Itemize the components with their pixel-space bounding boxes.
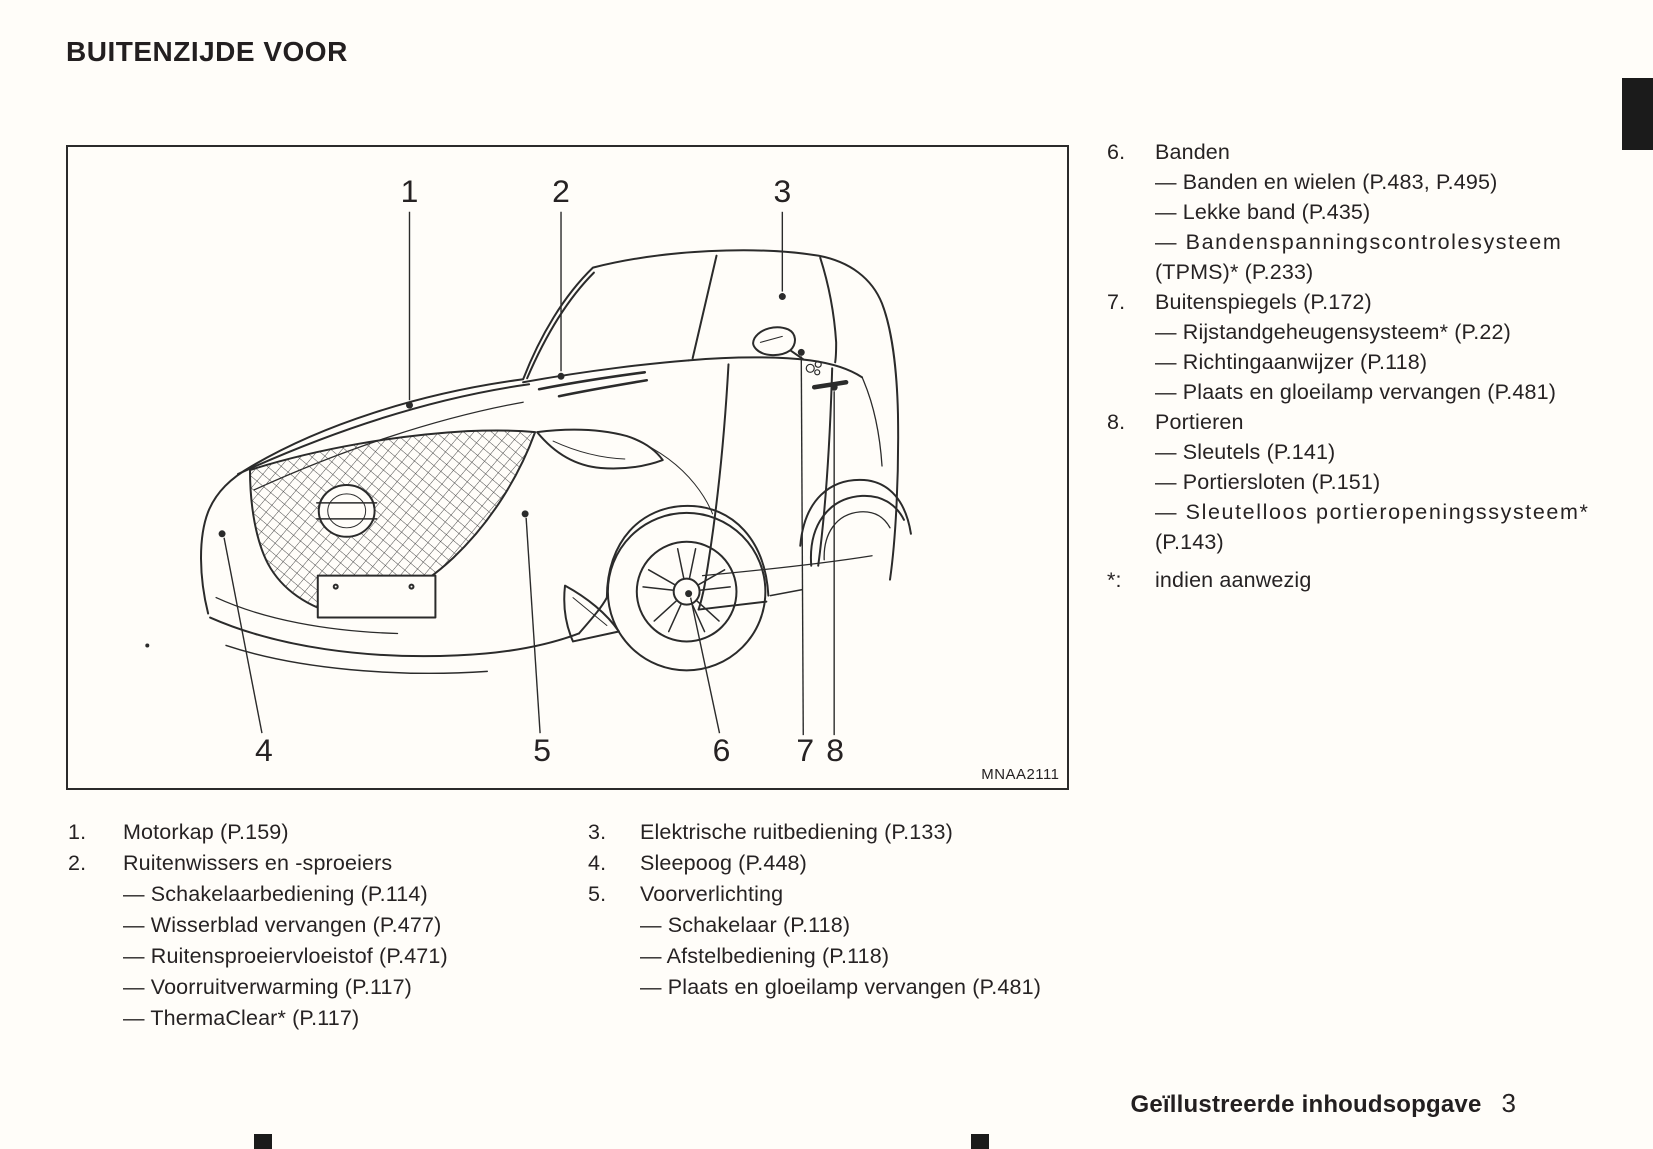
item-text: Portieren xyxy=(1155,410,1244,434)
list-row xyxy=(1107,410,1627,440)
stray-dot xyxy=(145,643,149,647)
item-number: 4. xyxy=(588,851,607,875)
item-text: (P.143) xyxy=(1155,530,1224,554)
figure-box xyxy=(66,145,1069,790)
item-text: — Ruitensproeiervloeistof (P.471) xyxy=(123,944,448,968)
item-text: — Banden en wielen (P.483, P.495) xyxy=(1155,170,1498,194)
item-text: — Lekke band (P.435) xyxy=(1155,200,1371,224)
svg-text:4: 4 xyxy=(255,732,273,769)
callout-4 xyxy=(219,530,273,768)
item-text: Elektrische ruitbediening (P.133) xyxy=(640,820,953,844)
list-row xyxy=(68,913,568,944)
item-text: — ThermaClear* (P.117) xyxy=(123,1006,360,1030)
item-number: 6. xyxy=(1107,140,1126,164)
list-row xyxy=(68,1006,568,1037)
item-text: Voorverlichting xyxy=(640,882,784,906)
item-number: 5. xyxy=(588,882,607,906)
callout-1 xyxy=(401,173,419,409)
list-row xyxy=(1107,380,1627,410)
list-row xyxy=(68,851,568,882)
parts-list-bottom-left xyxy=(68,820,568,1037)
list-row xyxy=(1107,140,1627,170)
callout-5 xyxy=(522,510,551,768)
rear-wheel xyxy=(800,480,911,566)
item-text: — Richtingaanwijzer (P.118) xyxy=(1155,350,1428,374)
list-row xyxy=(68,975,568,1006)
item-number: 3. xyxy=(588,820,607,844)
item-text: (TPMS)* (P.233) xyxy=(1155,260,1314,284)
list-row xyxy=(1107,320,1627,350)
item-text: — Bandenspanningscontrolesysteem xyxy=(1155,230,1563,254)
headlight xyxy=(537,430,712,514)
page-title: BUITENZIJDE VOOR xyxy=(66,36,348,67)
item-text: — Voorruitverwarming (P.117) xyxy=(123,975,412,999)
item-text: — Portiersloten (P.151) xyxy=(1155,470,1381,494)
car-illustration xyxy=(68,147,1067,788)
item-text: — Plaats en gloeilamp vervangen (P.481) xyxy=(1155,380,1557,404)
svg-text:2: 2 xyxy=(552,172,570,209)
list-row xyxy=(1107,500,1627,530)
side-mirror xyxy=(753,327,803,359)
parts-list-bottom-middle xyxy=(588,820,1088,1006)
item-number: 7. xyxy=(1107,290,1126,314)
list-row xyxy=(588,882,1088,913)
item-text: — Wisserblad vervangen (P.477) xyxy=(123,913,442,937)
svg-text:6: 6 xyxy=(712,732,731,769)
callout-3 xyxy=(773,173,791,300)
list-row xyxy=(1107,290,1627,320)
binding-mark xyxy=(254,1134,272,1149)
item-text: — Schakelaar (P.118) xyxy=(640,913,851,937)
list-row xyxy=(1107,200,1627,230)
item-text: — Afstelbediening (P.118) xyxy=(640,944,890,968)
item-text: — Schakelaarbediening (P.114) xyxy=(123,882,428,906)
svg-text:3: 3 xyxy=(773,172,792,209)
list-row xyxy=(588,913,1088,944)
svg-text:1: 1 xyxy=(400,172,419,209)
item-text: — Sleutels (P.141) xyxy=(1155,440,1336,464)
item-number: 1. xyxy=(68,820,87,844)
item-number: 2. xyxy=(68,851,87,875)
list-row xyxy=(1107,170,1627,200)
list-row xyxy=(1107,470,1627,500)
wheel-spokes xyxy=(643,549,730,632)
footer-section-title: Geïllustreerde inhoudsopgave xyxy=(1130,1091,1482,1118)
svg-text:7: 7 xyxy=(796,732,815,769)
callout-6 xyxy=(685,590,730,768)
front-bumper xyxy=(210,590,802,674)
svg-text:8: 8 xyxy=(826,732,845,769)
page-number: 3 xyxy=(1501,1088,1516,1118)
side-windows xyxy=(689,256,882,466)
list-row xyxy=(68,882,568,913)
list-row xyxy=(1107,230,1627,260)
door-handle xyxy=(814,382,846,387)
front-wheel xyxy=(607,506,768,670)
list-row xyxy=(588,851,1088,882)
item-number: 8. xyxy=(1107,410,1126,434)
parts-list-right xyxy=(1107,140,1627,598)
item-number: *: xyxy=(1107,568,1122,592)
item-text: — Rijstandgeheugensysteem* (P.22) xyxy=(1155,320,1511,344)
item-text: Sleepoog (P.448) xyxy=(640,851,807,875)
list-row xyxy=(1107,260,1627,290)
list-row xyxy=(68,944,568,975)
keyless-sensor-mark xyxy=(806,361,821,374)
figure-code: MNAA2111 xyxy=(981,766,1060,784)
callout-2 xyxy=(552,173,570,380)
item-text: Motorkap (P.159) xyxy=(123,820,289,844)
binding-mark xyxy=(971,1134,989,1149)
item-text: Buitenspiegels (P.172) xyxy=(1155,290,1372,314)
item-text: Banden xyxy=(1155,140,1231,164)
list-row xyxy=(588,820,1088,851)
list-row xyxy=(588,944,1088,975)
item-text: indien aanwezig xyxy=(1155,568,1312,592)
item-text: — Plaats en gloeilamp vervangen (P.481) xyxy=(640,975,1042,999)
list-row xyxy=(1107,568,1627,598)
license-plate xyxy=(318,576,436,618)
list-row xyxy=(1107,440,1627,470)
door-lines xyxy=(699,364,872,609)
page-footer xyxy=(1131,1088,1516,1119)
svg-text:5: 5 xyxy=(533,732,551,769)
item-text: — Sleutelloos portieropeningssysteem* xyxy=(1155,500,1590,524)
nissan-badge xyxy=(317,485,377,537)
list-row xyxy=(588,975,1088,1006)
list-row xyxy=(68,820,568,851)
item-text: Ruitenwissers en -sproeiers xyxy=(123,851,393,875)
list-row xyxy=(1107,350,1627,380)
list-row xyxy=(1107,530,1627,560)
